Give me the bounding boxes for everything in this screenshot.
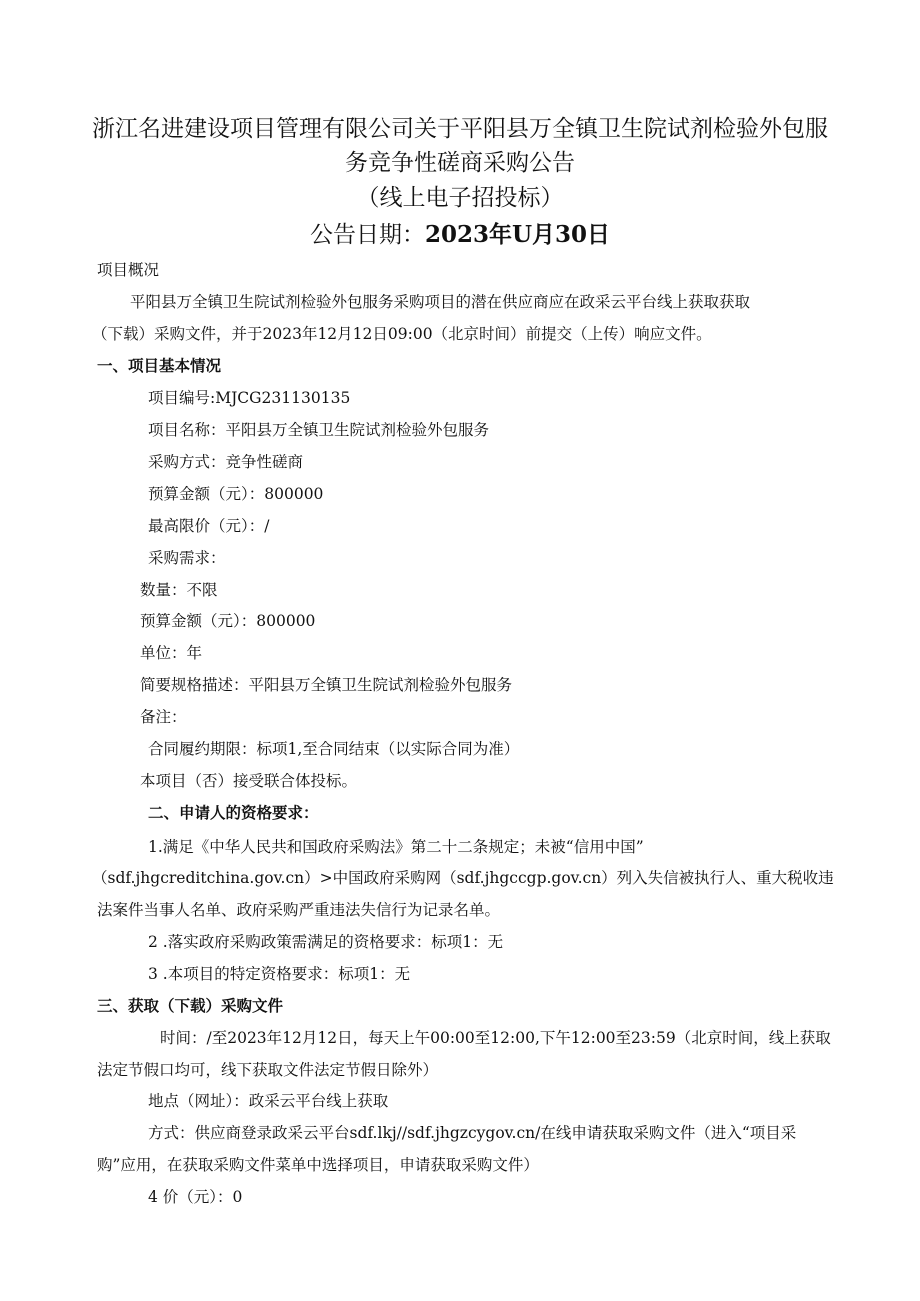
method-line1: 方式：供应商登录政采云平台sdf.lkj//sdf.jhgzcygov.cn/在线申请获取采购文件（进入“项目采 bbox=[148, 1124, 797, 1142]
contract-term: 合同履约期限：标项1,至合同结束（以实际合同为准） bbox=[148, 740, 520, 758]
method-line2: 购”应用，在获取采购文件菜单中选择项目，申请获取采购文件） bbox=[97, 1156, 539, 1174]
qualification-item1-line3: 法案件当事人名单、政府采购严重违法失信行为记录名单。 bbox=[97, 901, 501, 919]
overview-paragraph-line1: 平阳县万全镇卫生院试剂检验外包服务采购项目的潜在供应商应在政采云平台线上获取获取 bbox=[130, 293, 751, 311]
title-line-1: 浙江名进建设项目管理有限公司关于平阳县万全镇卫生院试剂检验外包服 bbox=[92, 116, 828, 142]
qualification-item1-line2: （sdf.jhgcreditchina.gov.cn）>中国政府采购网（sdf.jhgccgp.gov.cn）列入失信被执行人、重大税收违 bbox=[92, 869, 834, 887]
quantity: 数量：不限 bbox=[140, 581, 218, 599]
budget-amount-2: 预算金额（元）：800000 bbox=[140, 612, 316, 630]
date-value: 2023年U月30日 bbox=[424, 221, 611, 248]
title-line-3: （线上电子招投标） bbox=[356, 185, 564, 211]
qualification-item3: 3 .本项目的特定资格要求：标项1：无 bbox=[148, 965, 411, 983]
qualification-item1-line1: 1.满足《中华人民共和国政府采购法》第二十二条规定；未被“信用中国” bbox=[148, 838, 644, 856]
overview-paragraph-line2: （下载）采购文件，并于2023年12月12日09:00（北京时间）前提交（上传）响应文件。 bbox=[92, 325, 712, 343]
procurement-method: 采购方式：竞争性磋商 bbox=[148, 453, 304, 471]
max-price: 最高限价（元）：/ bbox=[148, 517, 270, 535]
date-label: 公告日期： bbox=[309, 222, 425, 248]
spec-description: 简要规格描述：平阳县万全镇卫生院试剂检验外包服务 bbox=[140, 676, 513, 694]
title-line-2: 务竞争性磋商采购公告 bbox=[345, 150, 575, 176]
remark: 备注： bbox=[140, 708, 187, 726]
procurement-requirement: 采购需求： bbox=[148, 549, 226, 567]
consortium-note: 本项目（否）接受联合体投标。 bbox=[140, 772, 358, 790]
price: 4 价（元）：0 bbox=[148, 1188, 243, 1206]
project-number: 项目编号:MJCG231130135 bbox=[148, 389, 351, 407]
time-line2: 法定节假口均可，线下获取文件法定节假日除外） bbox=[97, 1061, 439, 1079]
time-line1: 时间：/至2023年12月12日，每天上午00:00至12:00,下午12:00至23:59（北京时间，线上获取 bbox=[160, 1029, 831, 1047]
location: 地点（网址）：政采云平台线上获取 bbox=[148, 1092, 389, 1110]
overview-heading: 项目概况 bbox=[97, 261, 160, 279]
section3-heading: 三、获取（下载）采购文件 bbox=[97, 996, 284, 1015]
announcement-date bbox=[0, 220, 920, 250]
budget-amount: 预算金额（元）：800000 bbox=[148, 485, 324, 503]
qualification-item2: 2 .落实政府采购政策需满足的资格要求：标项1：无 bbox=[148, 933, 504, 951]
section2-heading: 二、申请人的资格要求： bbox=[148, 803, 319, 822]
project-name: 项目名称：平阳县万全镇卫生院试剂检验外包服务 bbox=[148, 421, 490, 439]
section1-heading: 一、项目基本情况 bbox=[97, 356, 222, 375]
unit: 单位：年 bbox=[140, 644, 203, 662]
